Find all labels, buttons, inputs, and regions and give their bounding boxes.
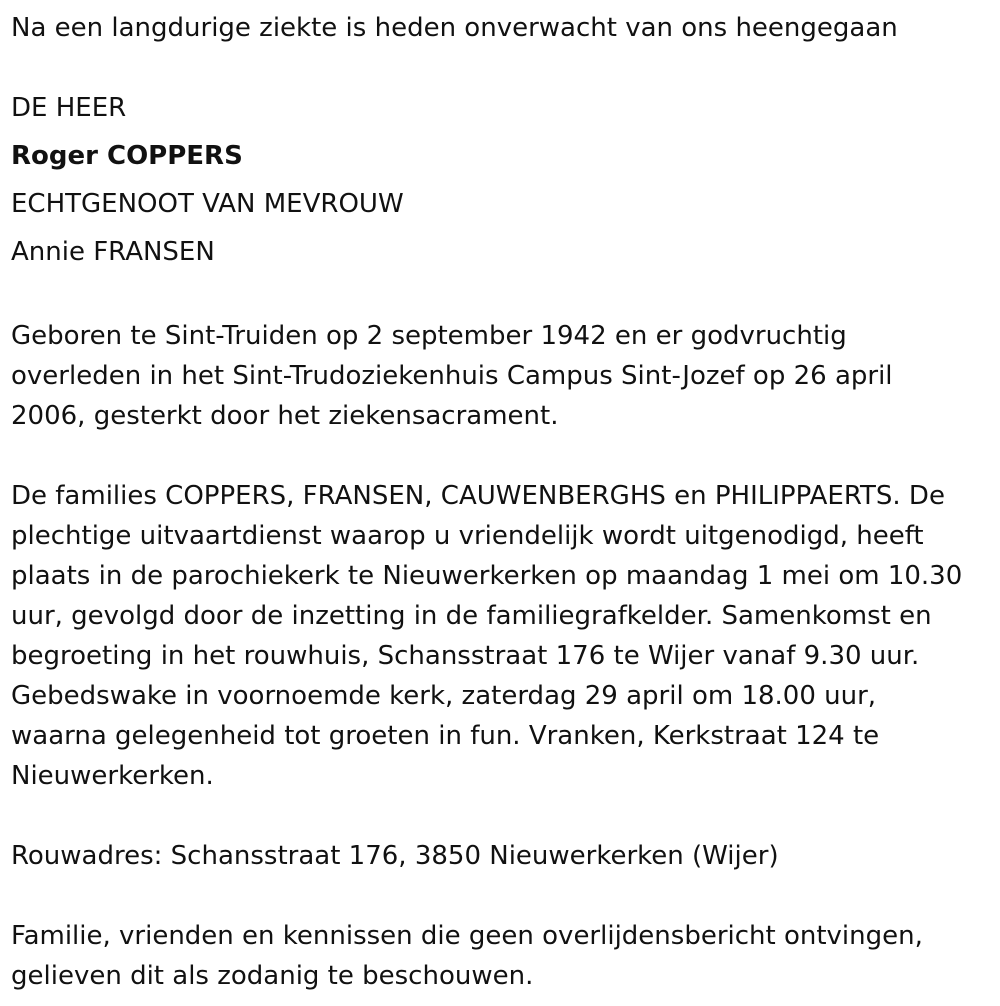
spacer	[11, 276, 986, 316]
paragraph-line: begroeting in het rouwhuis, Schansstraat 176 te Wijer vanaf 9.30 uur.	[11, 641, 920, 671]
obituary-notice	[11, 4, 986, 996]
paragraph-line: Gebedswake in voornoemde kerk, zaterdag 29 april om 18.00 uur,	[11, 681, 877, 711]
spouse-name: Annie FRANSEN	[11, 237, 215, 267]
closing-paragraph	[11, 916, 986, 996]
funeral-details-paragraph	[11, 476, 986, 796]
paragraph-line: plaats in de parochiekerk te Nieuwerkerken op maandag 1 mei om 10.30	[11, 561, 963, 591]
spacer	[11, 876, 986, 916]
paragraph-line: overleden in het Sint-Trudoziekenhuis Campus Sint-Jozef op 26 april	[11, 361, 893, 391]
spacer	[11, 796, 986, 836]
paragraph-line: gelieven dit als zodanig te beschouwen.	[11, 961, 534, 991]
intro-text: Na een langdurige ziekte is heden onverwacht van ons heengegaan	[11, 13, 898, 43]
paragraph-line: 2006, gesterkt door het ziekensacrament.	[11, 401, 559, 431]
title-text: DE HEER	[11, 93, 127, 123]
paragraph-line: Geboren te Sint-Truiden op 2 september 1942 en er godvruchtig	[11, 321, 847, 351]
paragraph-line: Nieuwerkerken.	[11, 761, 214, 791]
paragraph-line: De families COPPERS, FRANSEN, CAUWENBERGHS en PHILIPPAERTS. De	[11, 481, 945, 511]
paragraph-line: uur, gevolgd door de inzetting in de familiegrafkelder. Samenkomst en	[11, 601, 932, 631]
birth-death-paragraph	[11, 316, 986, 436]
relation-text: ECHTGENOOT VAN MEVROUW	[11, 189, 404, 219]
mourning-address: Rouwadres: Schansstraat 176, 3850 Nieuwerkerken (Wijer)	[11, 841, 779, 871]
deceased-name: Roger COPPERS	[11, 141, 243, 171]
paragraph-line: waarna gelegenheid tot groeten in fun. Vranken, Kerkstraat 124 te	[11, 721, 880, 751]
paragraph-line: plechtige uitvaartdienst waarop u vriendelijk wordt uitgenodigd, heeft	[11, 521, 924, 551]
spacer	[11, 436, 986, 476]
spacer	[11, 52, 986, 84]
paragraph-line: Familie, vrienden en kennissen die geen overlijdensbericht ontvingen,	[11, 921, 923, 951]
